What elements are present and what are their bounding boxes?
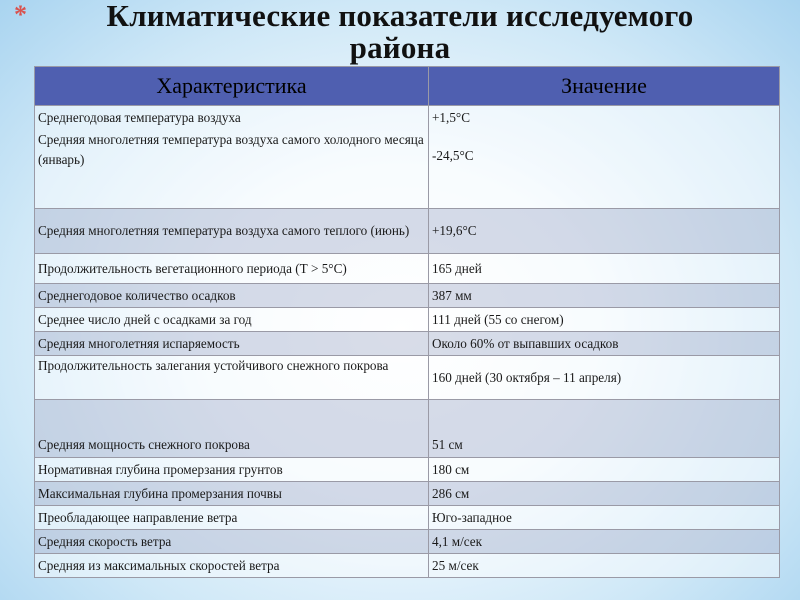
row-label: Средняя скорость ветра — [35, 530, 429, 554]
table-row — [35, 308, 780, 332]
row-label: Среднегодовое количество осадков — [35, 284, 429, 308]
table-row — [35, 400, 780, 458]
row-label-part: Средняя многолетняя температура воздуха самого холодного месяца (январь) — [38, 132, 424, 167]
row-label: Средняя из максимальных скоростей ветра — [35, 554, 429, 578]
row-value: 160 дней (30 октября – 11 апреля) — [429, 356, 780, 400]
header-characteristic: Характеристика — [35, 67, 429, 106]
row-label: Средняя многолетняя температура воздуха самого теплого (июнь) — [35, 209, 429, 254]
row-value: Около 60% от выпавших осадков — [429, 332, 780, 356]
row-label: Продолжительность залегания устойчивого снежного покрова — [35, 356, 429, 400]
row-value: 286 см — [429, 482, 780, 506]
table-row — [35, 106, 780, 209]
row-label: Нормативная глубина промерзания грунтов — [35, 458, 429, 482]
table-row — [35, 356, 780, 400]
table-row — [35, 458, 780, 482]
row-value: Юго-западное — [429, 506, 780, 530]
header-value: Значение — [429, 67, 780, 106]
row-value: 387 мм — [429, 284, 780, 308]
table-row — [35, 284, 780, 308]
row-label — [35, 106, 429, 209]
row-value: +19,6°С — [429, 209, 780, 254]
row-label-part: Среднегодовая температура воздуха — [38, 110, 241, 125]
table-row — [35, 332, 780, 356]
row-label: Среднее число дней с осадками за год — [35, 308, 429, 332]
row-value: 25 м/сек — [429, 554, 780, 578]
table-row — [35, 482, 780, 506]
row-value: 51 см — [429, 400, 780, 458]
row-label: Преобладающее направление ветра — [35, 506, 429, 530]
row-label: Средняя многолетняя испаряемость — [35, 332, 429, 356]
page-title-line2: района — [349, 30, 451, 65]
table-row — [35, 209, 780, 254]
table-row — [35, 554, 780, 578]
climate-table — [34, 66, 780, 578]
row-value: 180 см — [429, 458, 780, 482]
row-value — [429, 106, 780, 209]
page-title-line1: Климатические показатели исследуемого — [106, 0, 694, 33]
table-header-row — [35, 67, 780, 106]
table-row — [35, 506, 780, 530]
row-label: Продолжительность вегетационного периода (Т > 5°С) — [35, 254, 429, 284]
row-value-part: -24,5°С — [432, 148, 474, 163]
page-title — [40, 0, 760, 64]
row-label: Средняя мощность снежного покрова — [35, 400, 429, 458]
row-value: 111 дней (55 со снегом) — [429, 308, 780, 332]
row-label: Максимальная глубина промерзания почвы — [35, 482, 429, 506]
title-bullet: * — [14, 0, 27, 29]
row-value-part: +1,5°С — [432, 110, 470, 125]
row-value: 165 дней — [429, 254, 780, 284]
row-value: 4,1 м/сек — [429, 530, 780, 554]
table-row — [35, 254, 780, 284]
table-row — [35, 530, 780, 554]
